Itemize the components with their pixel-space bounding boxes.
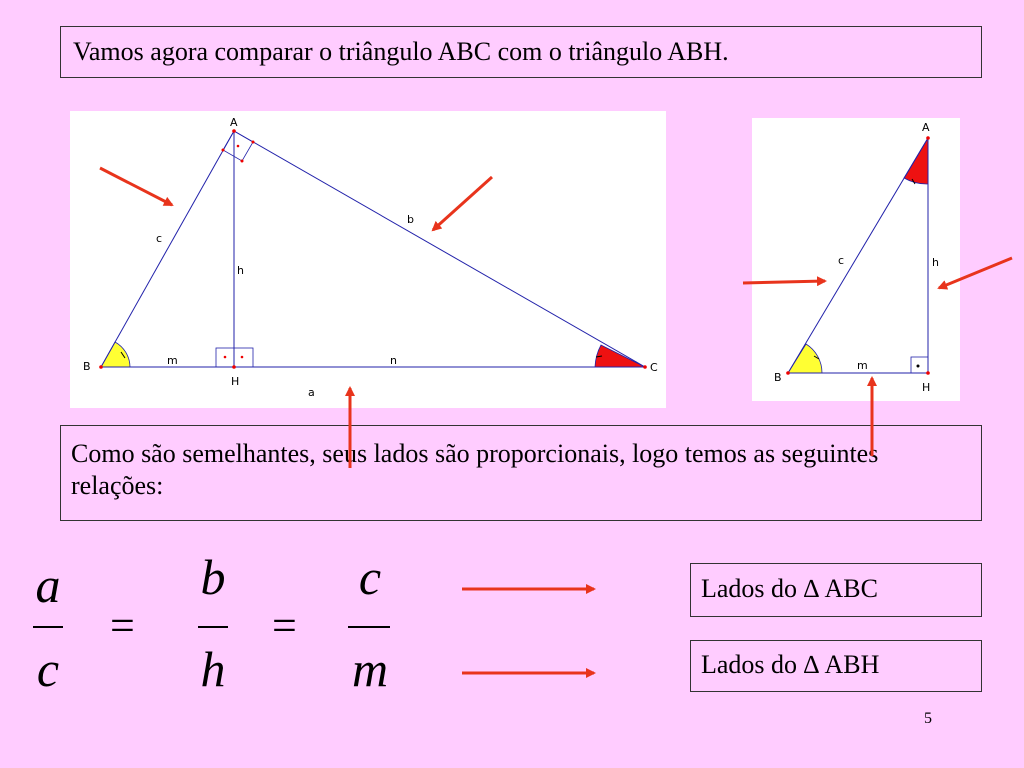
vertex-h-label: H bbox=[231, 375, 240, 388]
vertex-h-point bbox=[926, 371, 930, 375]
ratio-1-denominator: c bbox=[36, 641, 60, 697]
ratio-3-numerator: c bbox=[358, 549, 382, 605]
right-angle-a-dot bbox=[237, 145, 240, 148]
right-angle-h-dot bbox=[224, 356, 227, 359]
vertex-a-point bbox=[926, 136, 930, 140]
triangle-abh-diagram bbox=[752, 118, 960, 401]
vertex-h-label: H bbox=[922, 381, 931, 394]
vertex-c-point bbox=[643, 365, 647, 369]
triangle-abc-figure bbox=[70, 111, 666, 408]
ratio-2-denominator: h bbox=[200, 641, 226, 697]
vertex-b-point bbox=[786, 371, 790, 375]
ratio-3-denominator: m bbox=[351, 641, 389, 697]
equals-sign-2: = bbox=[272, 601, 297, 650]
vertex-b-label: B bbox=[83, 360, 91, 373]
ratio-2-numerator: b bbox=[200, 549, 226, 605]
side-b-label: b bbox=[407, 213, 414, 226]
side-n-label: n bbox=[390, 354, 397, 367]
explanation-text: Como são semelhantes, seus lados são proporcionais, logo temos as seguintes relações: bbox=[71, 439, 879, 500]
side-m-label: m bbox=[167, 354, 178, 367]
vertex-h-point bbox=[232, 365, 236, 369]
triangle-abc-diagram bbox=[70, 111, 666, 408]
point-marker bbox=[241, 160, 244, 163]
right-angle-h-dot bbox=[917, 365, 920, 368]
point-marker bbox=[252, 141, 255, 144]
side-a-label: a bbox=[308, 386, 315, 399]
triangle-abh-figure bbox=[752, 118, 960, 401]
ratio-1-bar bbox=[33, 626, 63, 628]
vertex-a-point bbox=[232, 129, 236, 133]
legend-abc-box bbox=[690, 563, 982, 617]
side-c-label: c bbox=[838, 254, 845, 267]
side-c-label: c bbox=[156, 232, 163, 245]
page-number: 5 bbox=[924, 710, 932, 727]
legend-abc-text: Lados do ∆ ABC bbox=[701, 574, 878, 603]
side-h-label: h bbox=[237, 264, 244, 277]
side-c-line bbox=[788, 138, 928, 373]
explanation-box bbox=[60, 425, 982, 521]
slide-title: Vamos agora comparar o triângulo ABC com o triângulo ABH. bbox=[73, 37, 729, 66]
angle-b-marker bbox=[101, 342, 130, 367]
title-box bbox=[60, 26, 982, 78]
side-b-line bbox=[234, 131, 645, 367]
ratio-1-numerator: a bbox=[35, 557, 61, 613]
legend-abh-box bbox=[690, 640, 982, 692]
point-marker bbox=[222, 149, 225, 152]
equals-sign-1: = bbox=[110, 601, 135, 650]
right-angle-h-dot bbox=[241, 356, 244, 359]
legend-abh-text: Lados do ∆ ABH bbox=[701, 650, 880, 679]
angle-c-marker bbox=[595, 345, 645, 367]
vertex-c-label: C bbox=[650, 361, 658, 374]
right-angle-h-marker bbox=[911, 357, 928, 373]
side-h-label: h bbox=[932, 256, 939, 269]
side-m-label: m bbox=[857, 359, 868, 372]
side-c-line bbox=[101, 131, 234, 367]
vertex-a-label: A bbox=[922, 121, 930, 134]
ratio-2-bar bbox=[198, 626, 228, 628]
angle-b-marker bbox=[788, 344, 822, 373]
vertex-b-label: B bbox=[774, 371, 782, 384]
vertex-b-point bbox=[99, 365, 103, 369]
vertex-a-label: A bbox=[230, 116, 238, 129]
ratio-3-bar bbox=[348, 626, 390, 628]
